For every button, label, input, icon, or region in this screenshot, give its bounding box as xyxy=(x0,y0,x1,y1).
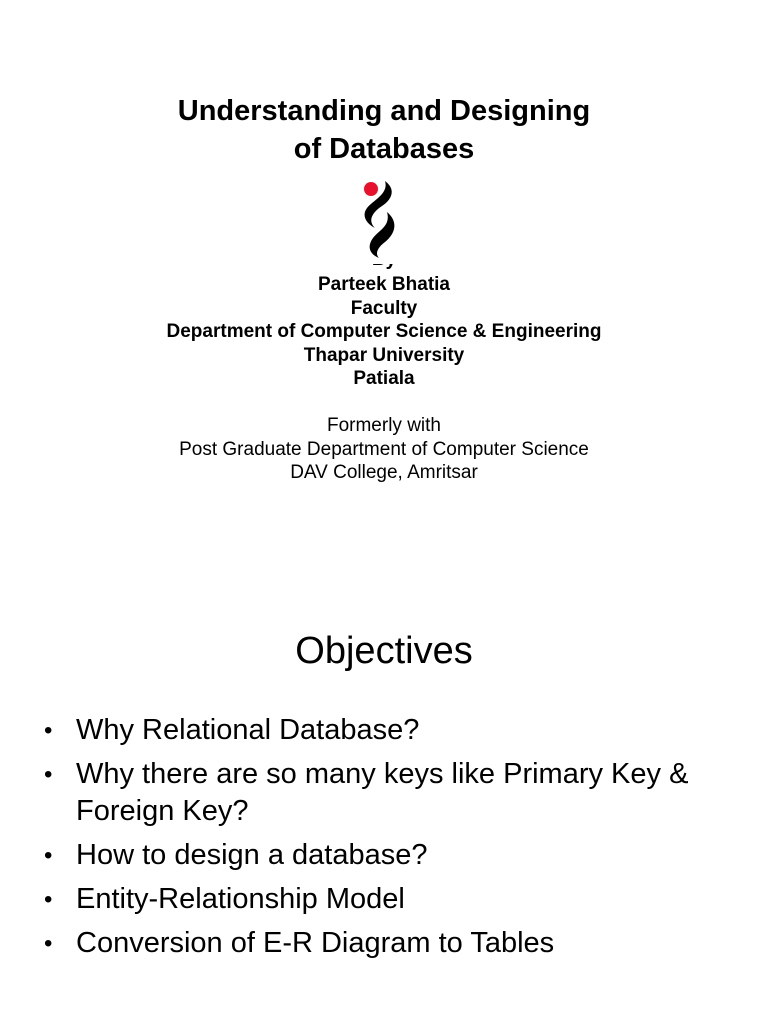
author-university: Thapar University xyxy=(303,344,465,366)
author-role: Faculty xyxy=(350,297,418,319)
objective-item xyxy=(44,881,744,918)
objective-text: Conversion of E-R Diagram to Tables xyxy=(76,927,555,959)
author-block xyxy=(0,273,768,391)
objectives-list xyxy=(44,712,744,969)
objective-item xyxy=(44,837,744,874)
objective-text: Why Relational Database? xyxy=(76,714,420,746)
bullet-icon: • xyxy=(44,761,53,788)
objectives-title: Objectives xyxy=(295,630,473,672)
bullet-icon: • xyxy=(44,717,53,744)
objective-text: Entity-Relationship Model xyxy=(76,883,405,915)
objective-item xyxy=(44,756,744,830)
objective-item xyxy=(44,925,744,962)
objective-text: How to design a database? xyxy=(76,839,428,871)
thapar-university-logo-icon xyxy=(345,172,418,264)
former-affiliation xyxy=(0,414,768,485)
bullet-icon: • xyxy=(44,886,53,913)
bullet-icon: • xyxy=(44,930,53,957)
objective-item xyxy=(44,712,744,749)
former-line: DAV College, Amritsar xyxy=(290,462,478,483)
objectives-slide xyxy=(0,512,768,1024)
slide-title xyxy=(0,92,768,168)
author-city: Patiala xyxy=(353,368,415,389)
author-name: Parteek Bhatia xyxy=(317,274,450,295)
objective-text: Why there are so many keys like Primary Key & Foreign Key? xyxy=(76,758,689,827)
author-department: Department of Computer Science & Engineering xyxy=(166,321,602,342)
slide-title-line: of Databases xyxy=(293,133,475,165)
bullet-icon: • xyxy=(44,842,53,869)
former-line: Formerly with xyxy=(326,415,441,436)
former-line: Post Graduate Department of Computer Science xyxy=(179,438,589,460)
slide-title-line: Understanding and Designing xyxy=(177,95,591,127)
